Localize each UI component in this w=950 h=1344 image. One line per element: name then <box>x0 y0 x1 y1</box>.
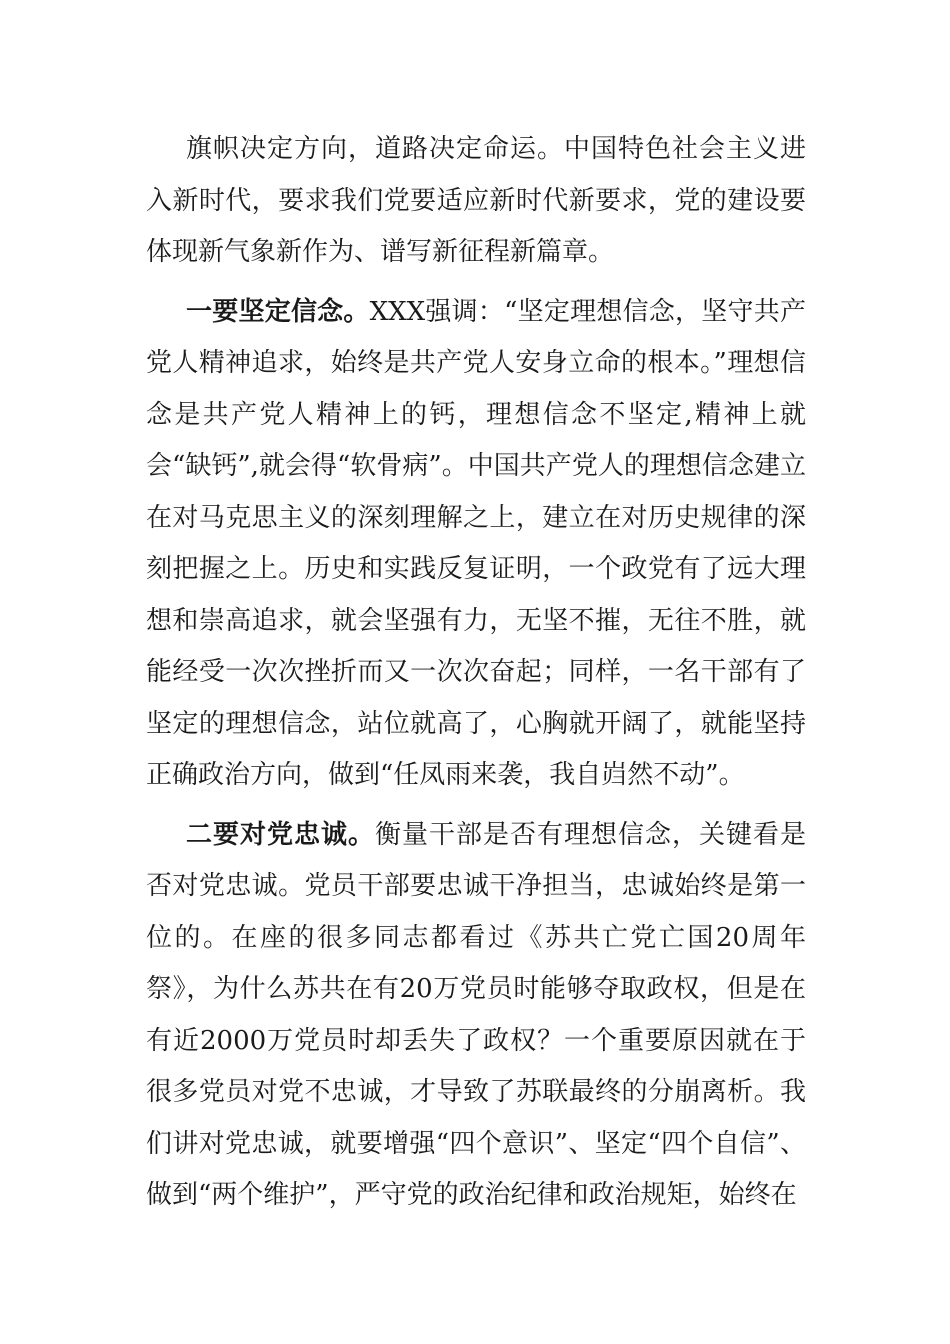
paragraph-lead: 一要坚定信念。 <box>186 296 370 327</box>
paragraph-firm-belief <box>146 287 806 802</box>
paragraph-text: XXX强调：“坚定理想信念，坚守共产党人精神追求，始终是共产党人安身立命的根本。”理想信念是共产党人精神上的钙，理想信念不坚定,精神上就会“缺钙”,就会得“软骨病”。中国共产党人的理想信念建立在对马克思主义的深刻理解之上，建立在对历史规律的深刻把握之上。历史和实践反复证明，一个政党有了远大理想和崇高追求，就会坚强有力，无坚不摧，无往不胜，就能经受一次次挫折而又一次次奋起；同样，一名干部有了坚定的理想信念，站位就高了，心胸就开阔了，就能坚持正确政治方向，做到“任凤雨来袭，我自岿然不动”。 <box>146 296 806 790</box>
paragraph-loyalty <box>146 810 806 1222</box>
paragraph-text: 衡量干部是否有理想信念，关键看是否对党忠诚。党员干部要忠诚干净担当，忠诚始终是第一位的。在座的很多同志都看过《苏共亡党亡国20周年祭》，为什么苏共在有20万党员时能够夺取政权，但是在有近2000万党员时却丢失了政权？一个重要原因就在于很多党员对党不忠诚，才导致了苏联最终的分崩离析。我们讲对党忠诚，就要增强“四个意识”、坚定“四个自信”、做到“两个维护”，严守党的政治纪律和政治规矩，始终在 <box>146 819 806 1210</box>
paragraph-text: 旗帜决定方向，道路决定命运。中国特色社会主义进入新时代，要求我们党要适应新时代新要求，党的建设要体现新气象新作为、谱写新征程新篇章。 <box>146 134 806 267</box>
paragraph-intro <box>146 124 806 279</box>
paragraph-lead: 二要对党忠诚。 <box>186 819 375 850</box>
document-page <box>146 124 806 1230</box>
